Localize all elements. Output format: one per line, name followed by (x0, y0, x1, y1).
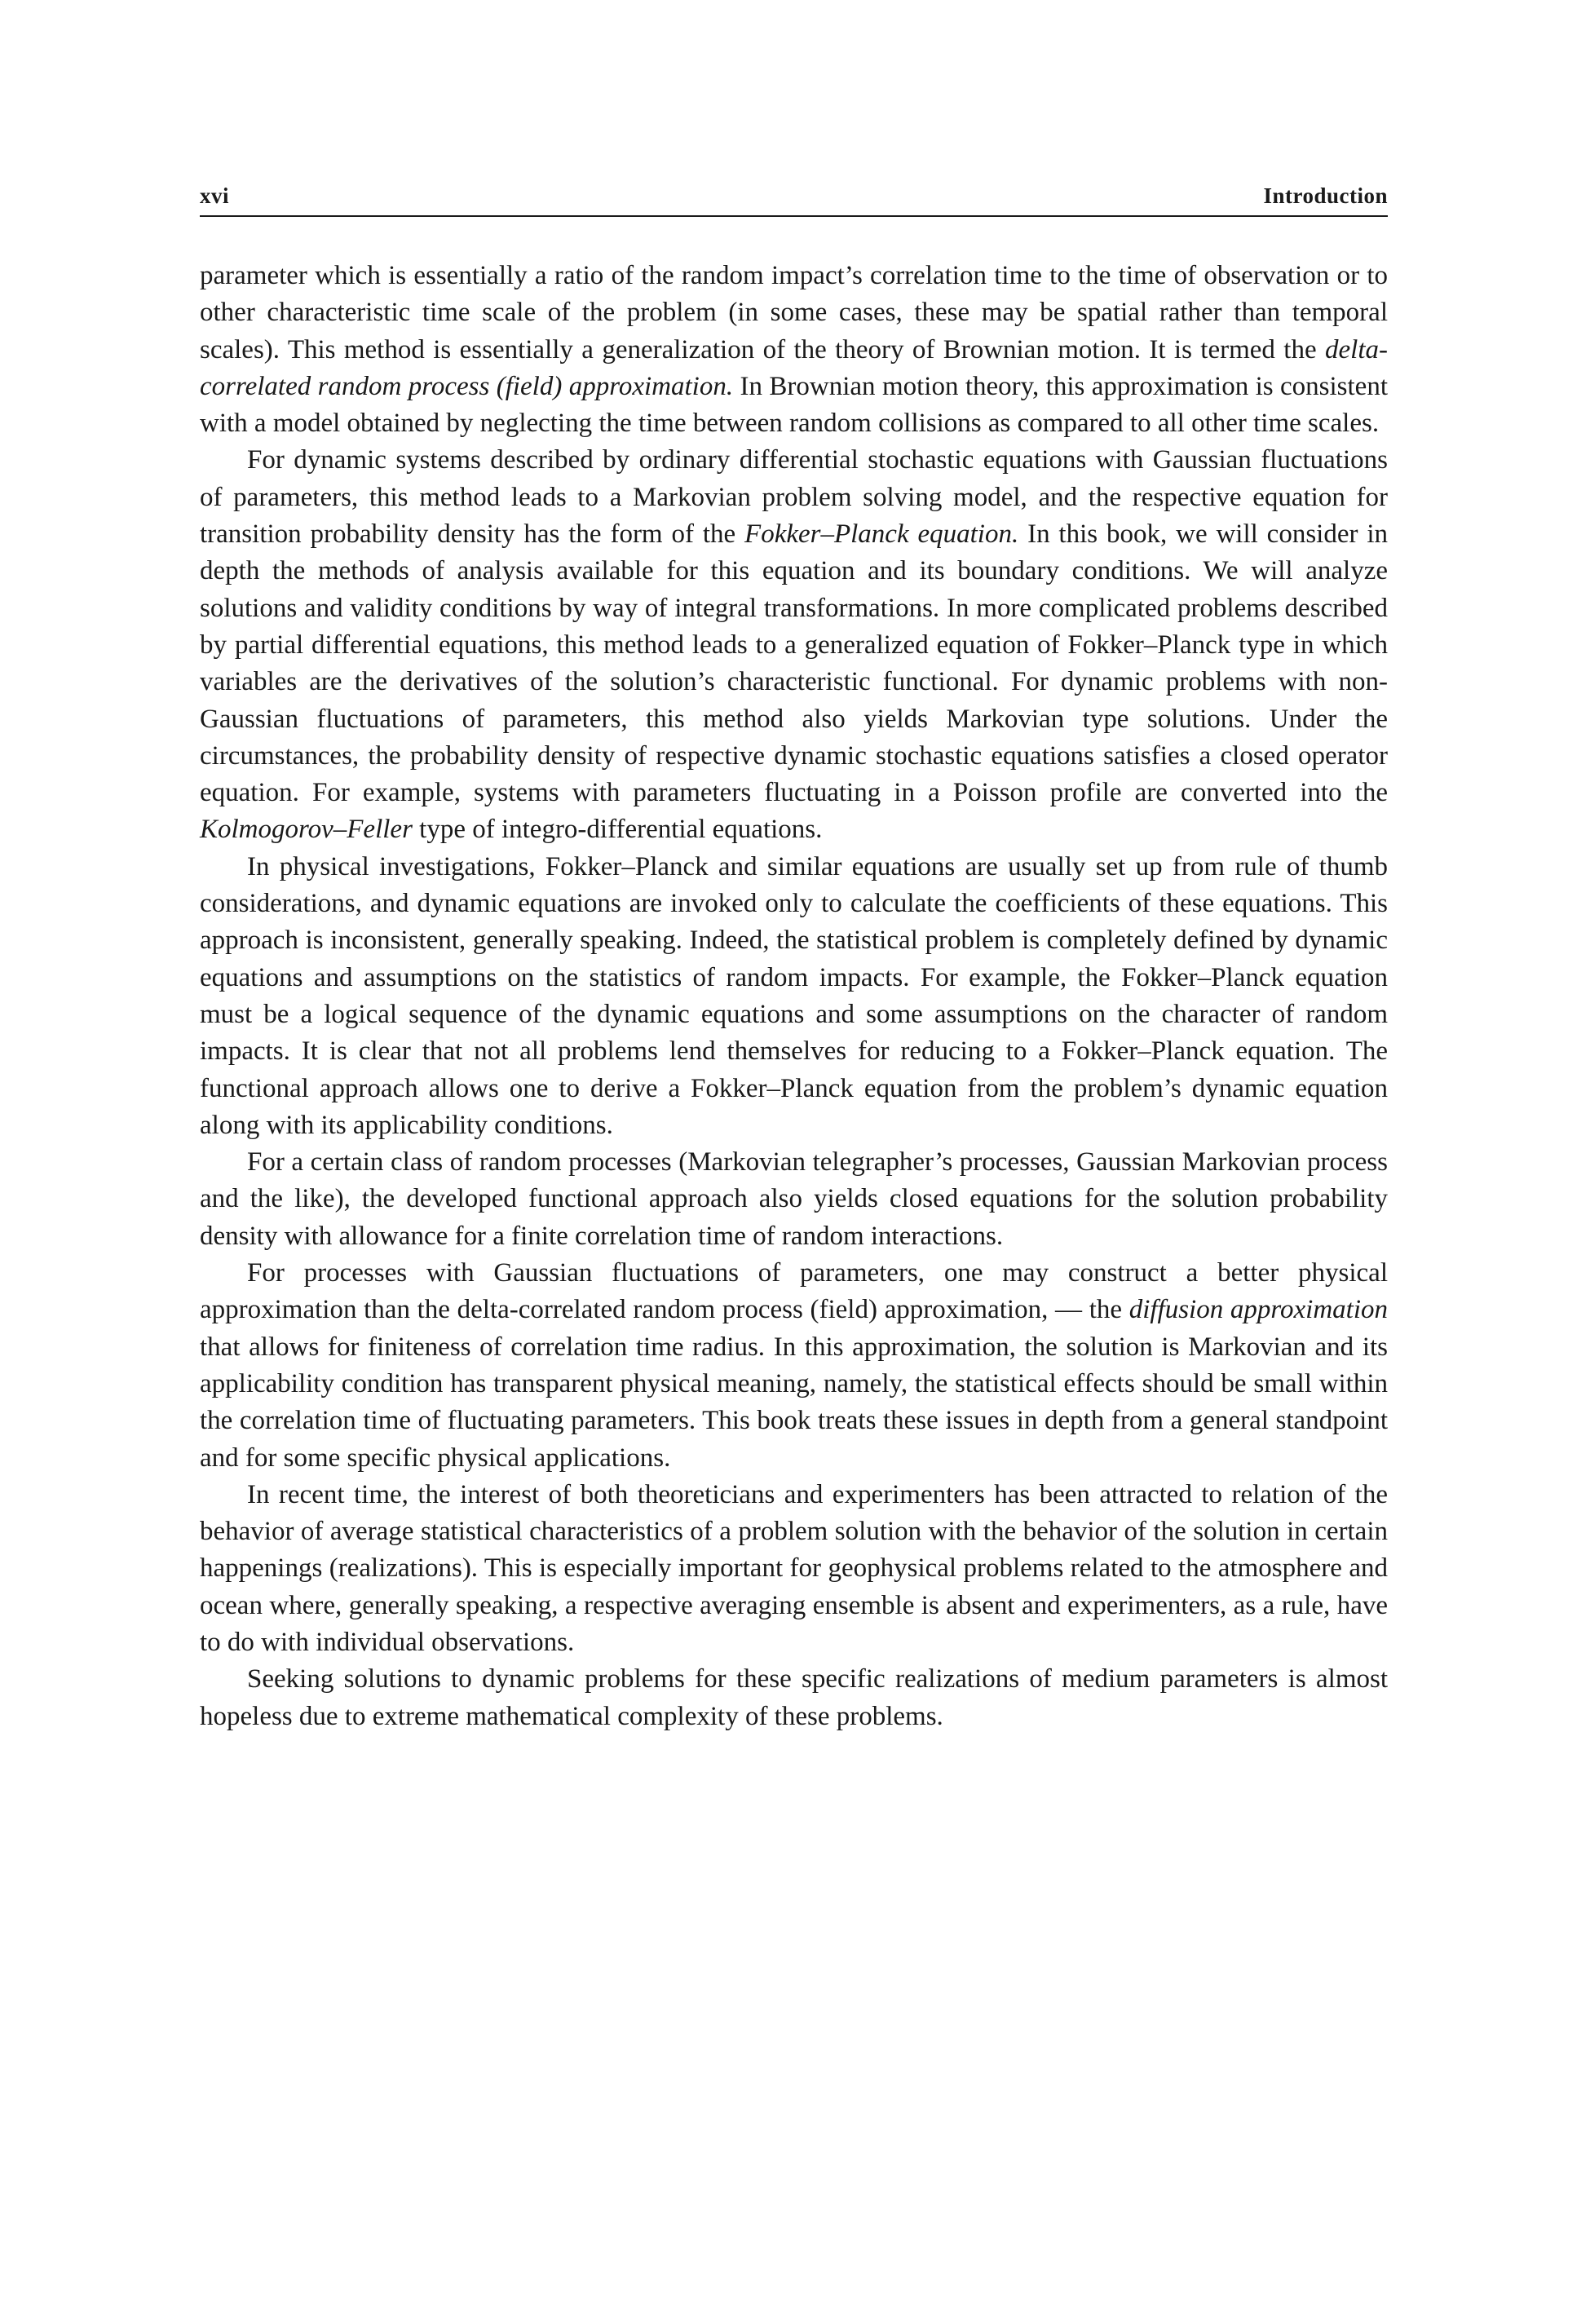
chapter-title: Introduction (1263, 183, 1388, 208)
paragraph-text: parameter which is essentially a ratio of the random impact’s correlation time to the time of observation or to other characteristic time scale of the problem (in some cases, these may be spatial rather than temporal scales). This method is essentially a generalization of the theory of Brownian motion. It is termed the (200, 261, 1388, 365)
paragraph (200, 1144, 1388, 1255)
paragraph-text: In Brownian motion theory, this approximation is consistent with a model obtained by neglecting the time between random collisions as compared to all other time scales. (200, 371, 1389, 439)
term-diffusion-approximation: diffusion approximation (1128, 1295, 1389, 1325)
paragraph-text: Seeking solutions to dynamic problems for these specific realizations of medium parameters is almost hopeless due to extreme mathematical complexity of these problems. (200, 1664, 1388, 1731)
paragraph (200, 1477, 1388, 1661)
paragraph (200, 849, 1388, 1144)
paragraph (200, 1255, 1388, 1477)
paragraph-text: that allows for finiteness of correlation time radius. In this approximation, the solution is Markovian and its applicability condition has transparent physical meaning, namely, the statistical effects should be small within the correlation time of fluctuating parameters. This book treats these issues in depth from a general standpoint and for some specific physical applications. (200, 1332, 1388, 1473)
term-fokker-planck-equation: Fokker–Planck equation. (744, 519, 1019, 550)
paragraph (200, 1661, 1388, 1735)
term-delta-correlated-approximation: delta-correlated random process (field) approximation. (200, 334, 1388, 401)
paragraph (200, 442, 1388, 848)
page-number: xvi (200, 183, 230, 208)
paragraph-text: type of integro-differential equations. (412, 815, 823, 845)
paragraph-text: In this book, we will consider in depth the methods of analysis available for this equation and its boundary conditions. We will analyze solutions and validity conditions by way of integral transformations. In more complicated problems described by partial differential equations, this method leads to a generalized equation of Fokker–Planck type in which variables are the derivatives of the solution’s characteristic functional. For dynamic problems with non-Gaussian fluctuations of parameters, this method also yields Markovian type solutions. Under the circumstances, the probability density of respective dynamic stochastic equations satisfies a closed operator equation. For example, systems with parameters fluctuating in a Poisson profile are converted into the (200, 519, 1389, 808)
paragraph (200, 258, 1388, 442)
term-kolmogorov-feller: Kolmogorov–Feller (200, 815, 413, 845)
paragraph-text: For a certain class of random processes (Markovian telegrapher’s processes, Gaussian Markovian process and the like), the developed functional approach also yields closed equations for the solution probability density with allowance for a finite correlation time of random interactions. (200, 1147, 1388, 1251)
running-head (200, 183, 1388, 217)
paragraph-text: In recent time, the interest of both theoreticians and experimenters has been attracted to relation of the behavior of average statistical characteristics of a problem solution with the behavior of the solution in certain happenings (realizations). This is especially important for geophysical problems related to the atmosphere and ocean where, generally speaking, a respective averaging ensemble is absent and experimenters, as a rule, have to do with individual observations. (200, 1479, 1388, 1657)
paragraph-text: For dynamic systems described by ordinary differential stochastic equations with Gaussian fluctuations of parameters, this method leads to a Markovian problem solving model, and the respective equation for transition probability density has the form of the (200, 445, 1388, 550)
paragraph-text: In physical investigations, Fokker–Planck and similar equations are usually set up from rule of thumb considerations, and dynamic equations are invoked only to calculate the coefficients of these equations. This approach is inconsistent, generally speaking. Indeed, the statistical problem is completely defined by dynamic equations and assumptions on the statistics of random impacts. For example, the Fokker–Planck equation must be a logical sequence of the dynamic equations and some assumptions on the character of random impacts. It is clear that not all problems lend themselves for reducing to a Fokker–Planck equation. The functional approach allows one to derive a Fokker–Planck equation from the problem’s dynamic equation along with its applicability conditions. (200, 851, 1388, 1140)
paragraph-text: For processes with Gaussian fluctuations of parameters, one may construct a better physical approximation than the delta-correlated random process (field) approximation, — the (200, 1258, 1388, 1325)
body-text (200, 258, 1388, 1735)
book-page (200, 183, 1388, 1735)
